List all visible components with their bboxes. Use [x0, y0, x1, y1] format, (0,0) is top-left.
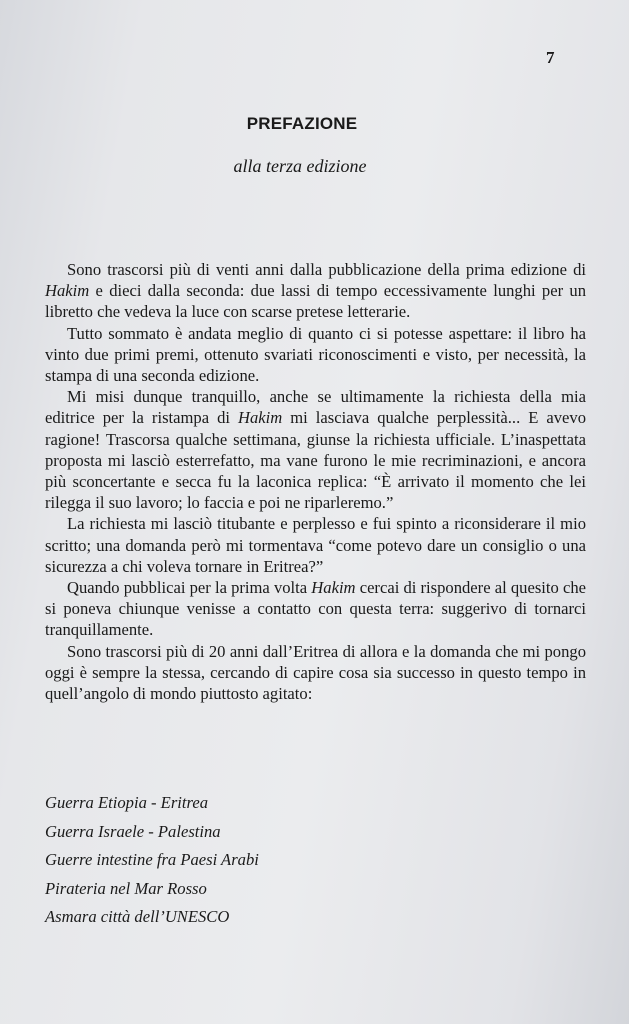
paragraph [45, 259, 586, 323]
book-title-hakim: Hakim [311, 578, 356, 598]
book-title-hakim: Hakim [238, 408, 283, 428]
book-title-hakim: Hakim [45, 281, 90, 301]
topic-item: Asmara città dell’UNESCO [45, 907, 230, 926]
topic-item: Pirateria nel Mar Rosso [45, 878, 207, 898]
chapter-title: PREFAZIONE [246, 114, 358, 133]
paragraph-text: cercai di rispondere al quesito che si poneva chiunque venisse a contatto con questa terra: suggerivo di tornarci tranquillamente. [45, 578, 586, 640]
page-number: 7 [546, 48, 555, 67]
paragraph-text: e dieci dalla seconda: due lassi di tempo eccessivamente lunghi per un libretto che vedeva la luce con scarse pretese letterarie. [45, 281, 586, 322]
paragraph-text: Sono trascorsi più di venti anni dalla pubblicazione della prima edizione di [67, 260, 586, 279]
paragraph-text: Quando pubblicai per la prima volta [67, 578, 312, 598]
topic-item: Guerre intestine fra Paesi Arabi [45, 850, 259, 869]
paragraph-text: La richiesta mi lasciò titubante e perplesso e fui spinto a riconsiderare il mio scritto; una domanda però mi tormentava “come potevo dare un consiglio o una sicurezza a chi voleva tornare in Eritrea?” [45, 514, 586, 576]
paragraph-text: Mi misi dunque tranquillo, anche se ultimamente la richiesta della mia editrice per la ristampa di [45, 387, 586, 428]
paragraph [45, 323, 586, 387]
paragraph-text: mi lasciava qualche perplessità... E avevo ragione! Trascorsa qualche settimana, giunse la richiesta ufficiale. L’inaspettata proposta mi lasciò esterrefatto, ma vane furono le mie recriminazioni, e ancora più sconcertante e secca fu la laconica replica: “È arrivato il momento che lei rilegga il suo lavoro; lo faccia e poi ne riparleremo.” [45, 408, 587, 513]
preface-body [45, 259, 586, 704]
topic-list [45, 789, 585, 932]
paragraph [45, 577, 586, 641]
paragraph-text: Tutto sommato è andata meglio di quanto ci si potesse aspettare: il libro ha vinto due primi premi, ottenuto svariati riconoscimenti e visto, per necessità, la stampa di una seconda edizione. [45, 323, 586, 386]
paragraph [45, 641, 586, 705]
paragraph-text: Sono trascorsi più di 20 anni dall’Eritrea di allora e la domanda che mi pongo oggi è sempre la stessa, cercando di capire cosa sia successo in questo tempo in quell’angolo di mondo piuttosto agitato: [45, 641, 586, 704]
topic-item: Guerra Etiopia - Eritrea [45, 793, 209, 812]
topic-item: Guerra Israele - Palestina [45, 821, 221, 841]
paragraph [45, 513, 586, 577]
paragraph [45, 386, 586, 513]
chapter-subtitle: alla terza edizione [233, 156, 367, 176]
